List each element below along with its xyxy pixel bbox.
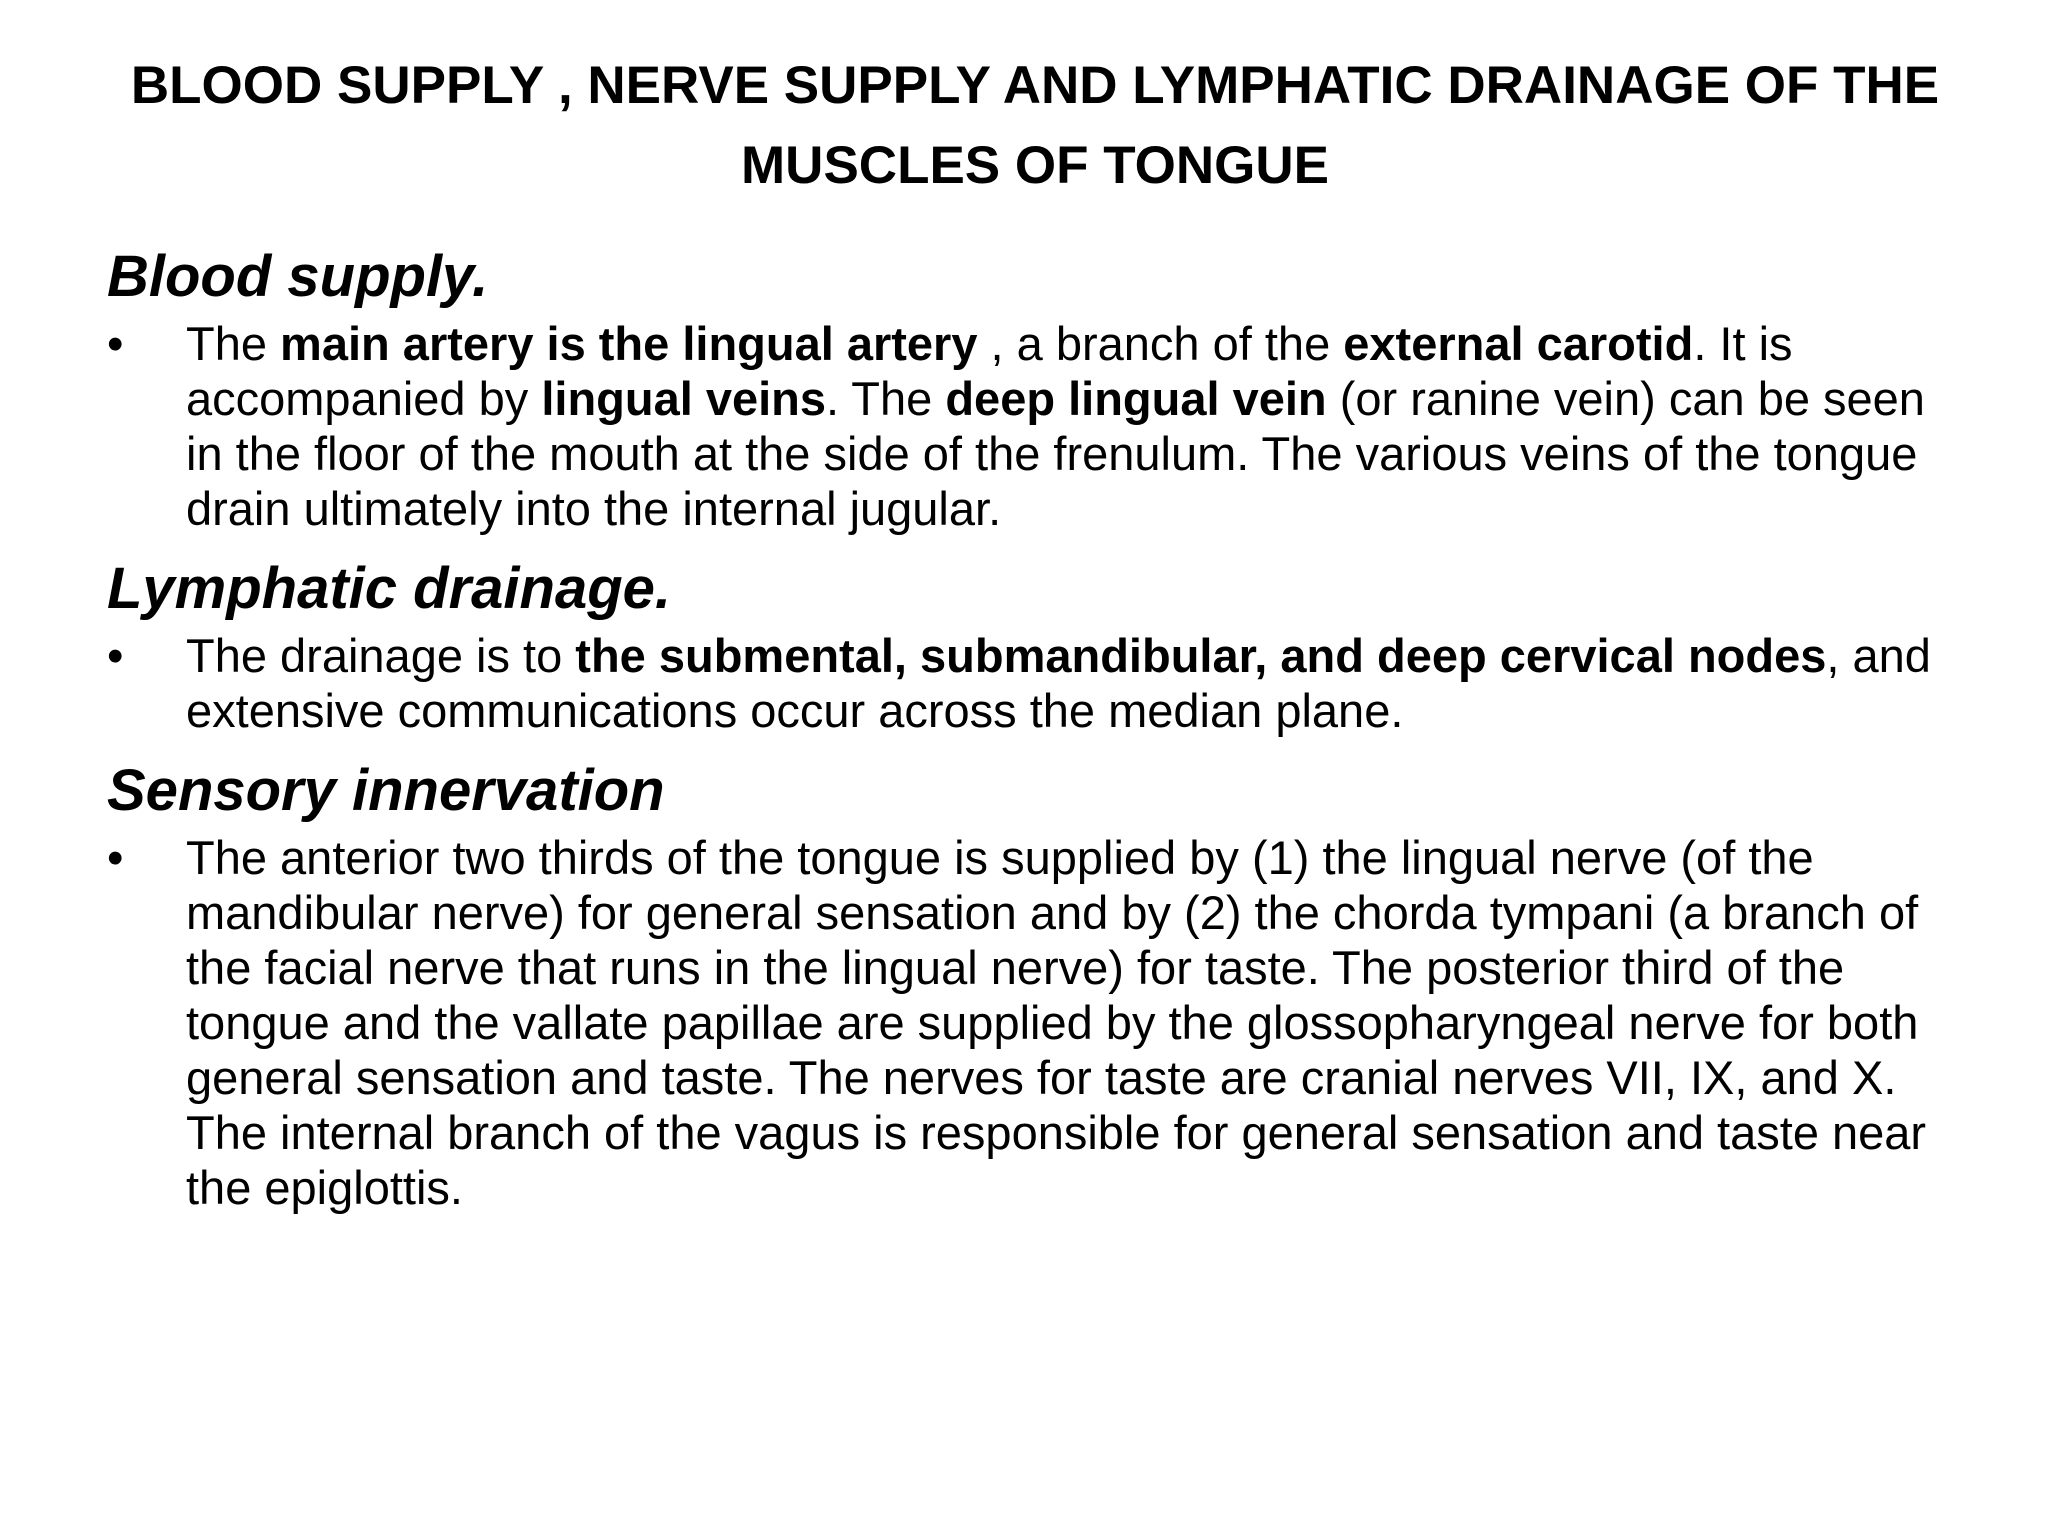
text-segment: . The: [826, 372, 946, 425]
bullet-text: [186, 831, 1926, 1214]
section-heading-blood-supply: Blood supply.: [107, 244, 489, 309]
text-segment: , a branch of the: [977, 317, 1344, 370]
section-heading-sensory-innervation: Sensory innervation: [107, 758, 665, 823]
bullet-list-sensory-innervation: [107, 830, 1947, 1215]
bold-text-segment: external carotid: [1343, 317, 1694, 370]
bullet-item-lymphatic-drainage: [107, 628, 1947, 738]
bullet-icon: •: [107, 317, 124, 370]
text-segment: . It is accompanied by: [186, 317, 1793, 425]
section-lymphatic-drainage: [107, 554, 1947, 738]
bold-text-segment: deep lingual vein: [945, 372, 1327, 425]
bullet-text: [186, 317, 1925, 535]
section-blood-supply: [107, 242, 1947, 536]
bullet-item-sensory-innervation: [107, 830, 1947, 1215]
bullet-item-blood-supply: [107, 316, 1947, 536]
bullet-icon: •: [107, 831, 124, 884]
bullet-icon: •: [107, 629, 124, 682]
section-sensory-innervation: [107, 756, 1947, 1215]
text-segment: The drainage is to: [186, 629, 576, 682]
bullet-list-lymphatic-drainage: [107, 628, 1947, 738]
slide-title: BLOOD SUPPLY , NERVE SUPPLY AND LYMPHATIC DRAINAGE OF THE MUSCLES OF TONGUE: [130, 56, 1940, 195]
bullet-text: [186, 629, 1931, 737]
text-segment: The: [186, 317, 281, 370]
section-heading-lymphatic-drainage: Lymphatic drainage.: [107, 556, 672, 621]
text-segment: , and extensive communications occur across the median plane.: [186, 629, 1931, 737]
text-segment: The anterior two thirds of the tongue is supplied by (1) the lingual nerve (of the mandibular nerve) for general sensation and by (2) the chorda tympani (a branch of the facial nerve that runs in the lingual nerve) for taste. The posterior third of the tongue and the vallate papillae are supplied by the glossopharyngeal nerve for both general sensation and taste. The nerves for taste are cranial nerves VII, IX, and X. The internal branch of the vagus is responsible for general sensation and taste near the epiglottis.: [186, 831, 1927, 1214]
bold-text-segment: main artery is the lingual artery: [280, 317, 978, 370]
bold-text-segment: lingual veins: [541, 372, 827, 425]
bullet-list-blood-supply: [107, 316, 1947, 536]
bold-text-segment: the submental, submandibular, and deep cervical nodes: [575, 629, 1827, 682]
slide-content: [107, 242, 1947, 1233]
text-segment: (or ranine vein) can be seen in the floor of the mouth at the side of the frenulum. The various veins of the tongue drain ultimately into the internal jugular.: [186, 372, 1925, 535]
